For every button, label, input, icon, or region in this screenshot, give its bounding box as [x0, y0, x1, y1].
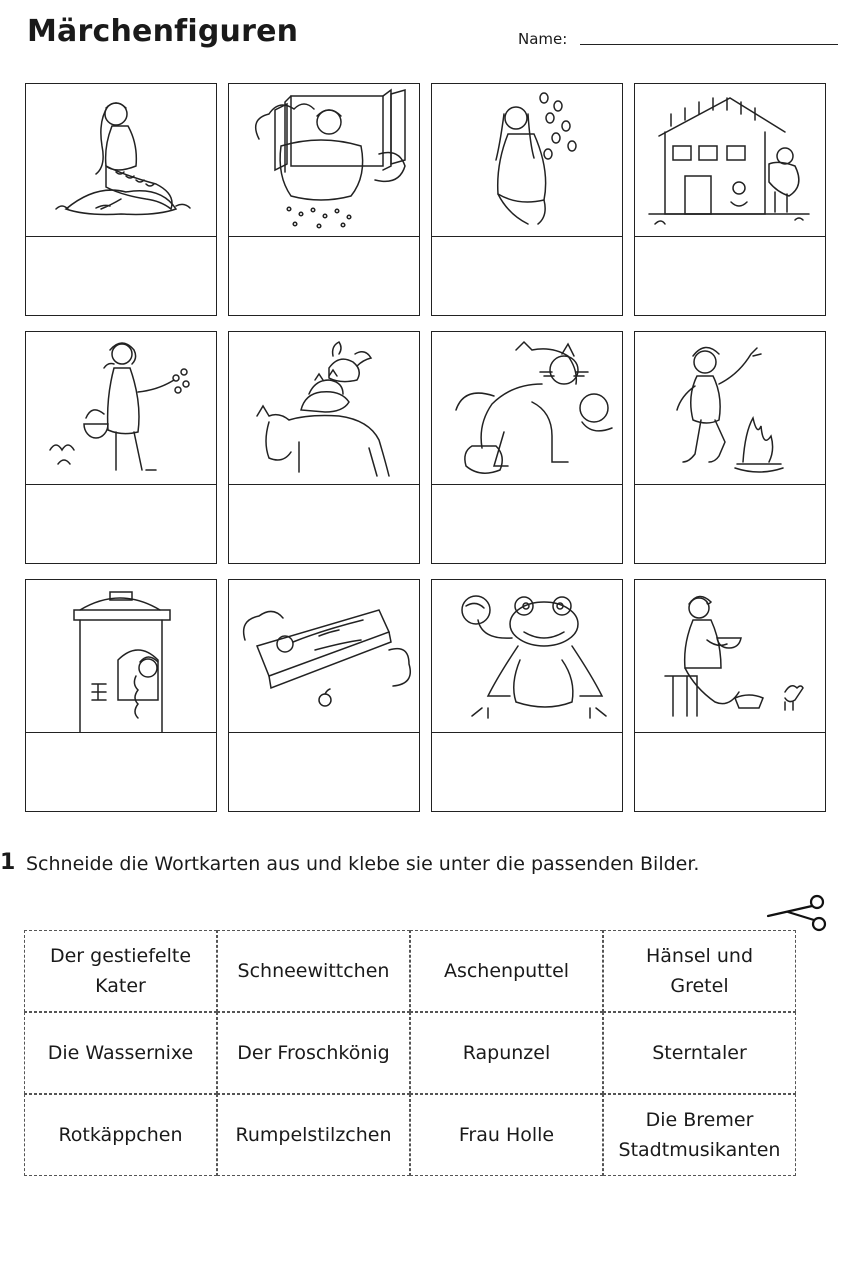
picture-card [228, 331, 420, 564]
word-card-label: Der gestiefelte [49, 945, 192, 967]
rapunzel-tower-icon [26, 580, 216, 733]
paste-slot[interactable] [229, 237, 419, 315]
word-card[interactable] [603, 1012, 796, 1094]
word-card-label: Schneewittchen [237, 960, 390, 982]
picture-card [25, 331, 217, 564]
paste-slot[interactable] [26, 733, 216, 811]
word-card-label: Der Froschkönig [237, 1042, 390, 1064]
gingerbread-house-icon [635, 84, 825, 237]
task-number: 1 [0, 850, 16, 875]
cinderella-icon [635, 580, 825, 733]
picture-grid [25, 83, 827, 813]
word-card[interactable] [603, 1094, 796, 1176]
star-money-girl-icon [432, 84, 622, 237]
word-cards-grid [24, 930, 796, 1178]
rumpelstiltskin-icon [635, 332, 825, 485]
word-card-label: Die Wassernixe [47, 1042, 194, 1064]
picture-card [634, 83, 826, 316]
name-line [580, 44, 838, 45]
paste-slot[interactable] [26, 485, 216, 563]
picture-card [431, 83, 623, 316]
word-card[interactable] [603, 930, 796, 1012]
word-card[interactable] [217, 930, 410, 1012]
word-card-label: Aschenputtel [443, 960, 570, 982]
picture-card [25, 83, 217, 316]
picture-card [431, 331, 623, 564]
picture-card [634, 579, 826, 812]
picture-card [228, 83, 420, 316]
word-card[interactable] [24, 1094, 217, 1176]
picture-card [25, 579, 217, 812]
paste-slot[interactable] [432, 237, 622, 315]
word-card-label: Kater [95, 975, 146, 997]
word-card-label: Rotkäppchen [58, 1124, 183, 1146]
paste-slot[interactable] [635, 733, 825, 811]
word-card[interactable] [410, 1094, 603, 1176]
word-card[interactable] [24, 930, 217, 1012]
word-card[interactable] [217, 1012, 410, 1094]
name-field[interactable] [518, 30, 838, 50]
paste-slot[interactable] [229, 733, 419, 811]
word-card-label: Sterntaler [652, 1042, 747, 1064]
red-riding-hood-icon [26, 332, 216, 485]
paste-slot[interactable] [432, 733, 622, 811]
frau-holle-icon [229, 84, 419, 237]
paste-slot[interactable] [635, 237, 825, 315]
frog-king-icon [432, 580, 622, 733]
picture-card [634, 331, 826, 564]
bremen-musicians-icon [229, 332, 419, 485]
snow-white-coffin-icon [229, 580, 419, 733]
paste-slot[interactable] [26, 237, 216, 315]
mermaid-icon [26, 84, 216, 237]
page-title: Märchenfiguren [27, 14, 299, 49]
word-card[interactable] [410, 930, 603, 1012]
word-card-label: Stadtmusikanten [618, 1139, 781, 1161]
task-text: Schneide die Wortkarten aus und klebe sie unter die passenden Bilder. [26, 853, 700, 875]
word-card-label: Hänsel und [645, 945, 754, 967]
word-card-label: Gretel [670, 975, 729, 997]
paste-slot[interactable] [635, 485, 825, 563]
picture-card [228, 579, 420, 812]
puss-in-boots-icon [432, 332, 622, 485]
word-card-label: Frau Holle [458, 1124, 555, 1146]
paste-slot[interactable] [229, 485, 419, 563]
word-card[interactable] [217, 1094, 410, 1176]
word-card-label: Rumpelstilzchen [235, 1124, 392, 1146]
picture-card [431, 579, 623, 812]
word-card[interactable] [410, 1012, 603, 1094]
paste-slot[interactable] [432, 485, 622, 563]
task-instruction [0, 850, 852, 880]
name-label: Name: [518, 30, 568, 48]
word-card[interactable] [24, 1012, 217, 1094]
word-card-label: Die Bremer [645, 1109, 754, 1131]
word-card-label: Rapunzel [462, 1042, 551, 1064]
